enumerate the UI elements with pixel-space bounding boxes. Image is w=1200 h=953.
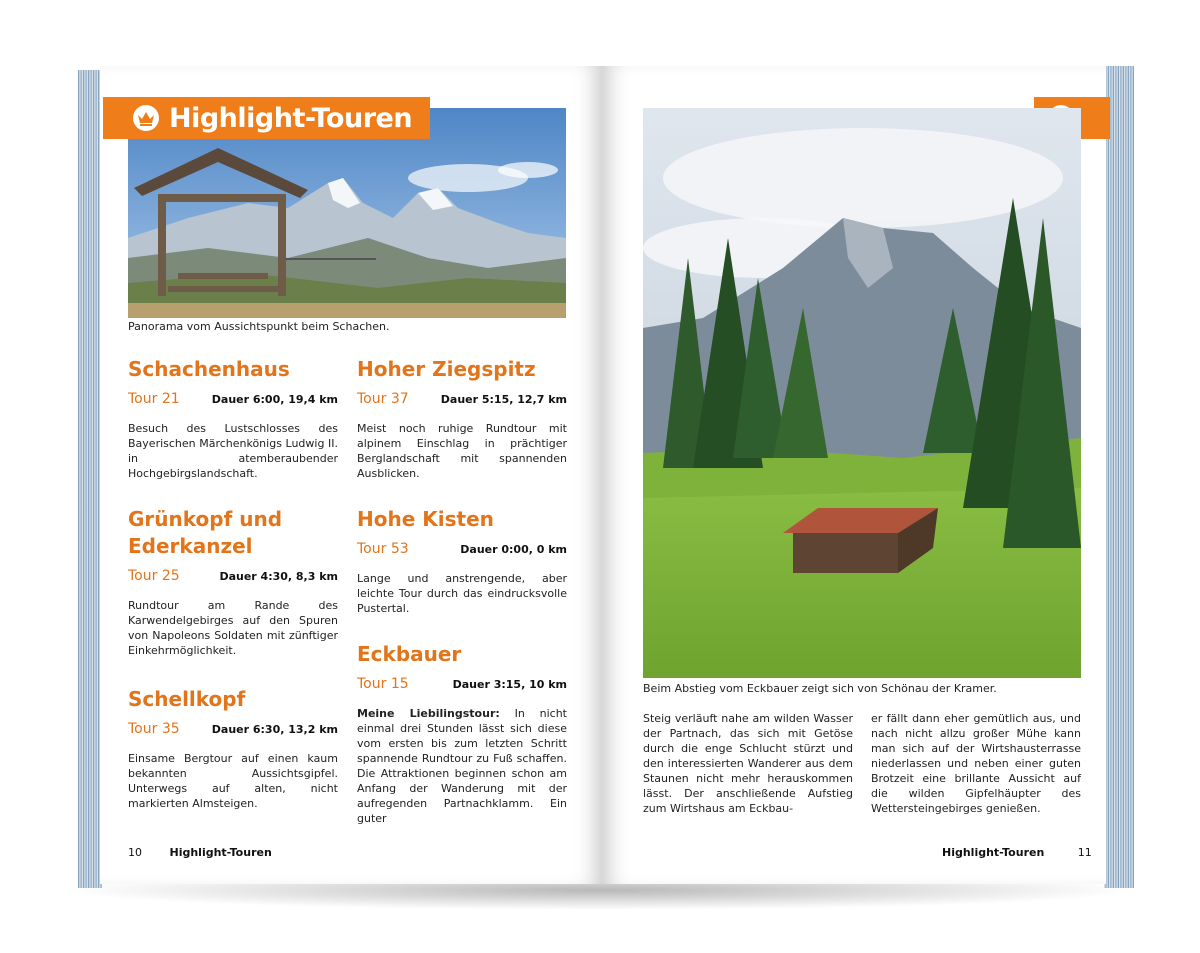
page-number: 10 [128, 846, 142, 859]
footer-left [128, 846, 272, 859]
tour-column-2 [357, 356, 567, 826]
tour-entry [357, 641, 567, 826]
section-header [103, 97, 430, 139]
photo-panorama-schachen [128, 108, 566, 318]
tour-duration: Dauer 5:15, 12,7 km [440, 393, 567, 406]
tour-column-1 [128, 356, 338, 826]
tour-description-text: In nicht einmal drei Stunden lässt sich diese vom ersten bis zum letzten Schritt spannende Rundtour zu Fuß schaffen. Die Attraktionen beginnen schon am Anfang der Wanderung mit der aufregenden Partnachklamm. Ein guter [357, 707, 567, 825]
tour-title: Schellkopf [128, 687, 246, 711]
tour-entry [357, 356, 567, 481]
tour-duration: Dauer 4:30, 8,3 km [219, 570, 338, 583]
tour-description: Besuch des Lustschlosses des Bayerischen Märchenkönigs Ludwig II. in atemberaubender Hochgebirgslandschaft. [128, 422, 338, 480]
running-title: Highlight-Touren [942, 846, 1045, 859]
tour-description: Lange und anstrengende, aber leichte Tour durch das eindrucksvolle Pustertal. [357, 572, 567, 615]
tour-number: Tour 21 [128, 391, 180, 407]
tour-description-lead: Meine Liebilingstour: [357, 707, 500, 720]
tour-entry [128, 506, 338, 658]
page-number: 11 [1077, 846, 1092, 859]
crown-icon [133, 105, 159, 131]
tour-description: Rundtour am Rande des Karwendelgebirges auf den Spuren von Napoleons Soldaten mit zünftiger Einkehrmöglichkeit. [128, 599, 338, 657]
tour-description [357, 706, 567, 826]
page-stack-left [78, 70, 102, 888]
tour-description: Einsame Bergtour auf einen kaum bekannten Aussichtsgipfel. Unterwegs auf alten, nicht markierten Almsteigen. [128, 752, 338, 810]
tour-title: Eckbauer [357, 642, 462, 666]
tour-duration: Dauer 6:30, 13,2 km [211, 723, 338, 736]
tour-title: Schachenhaus [128, 357, 290, 381]
section-title: Highlight-Touren [169, 102, 413, 134]
page-stack-right [1104, 66, 1134, 888]
body-text-col2: er fällt dann eher gemütlich aus, und nach nicht allzu großer Mühe kann man sich auf der Wirtshausterrasse niederlassen und neben einer guten Brotzeit eine brillante Aussicht auf die wilden Gipfelhäupter des Wettersteingebirges genießen. [871, 712, 1081, 815]
tour-entry [128, 356, 338, 481]
photo-caption-right: Beim Abstieg vom Eckbauer zeigt sich von Schönau der Kramer. [643, 682, 997, 695]
footer-right [942, 846, 1092, 859]
tour-number: Tour 35 [128, 721, 180, 737]
tour-title: Hohe Kisten [357, 507, 494, 531]
tour-number: Tour 25 [128, 568, 180, 584]
tour-number: Tour 53 [357, 541, 409, 557]
tour-duration: Dauer 6:00, 19,4 km [211, 393, 338, 406]
tour-entry [128, 686, 338, 811]
tour-duration: Dauer 3:15, 10 km [452, 678, 567, 691]
tour-duration: Dauer 0:00, 0 km [460, 543, 567, 556]
photo-caption-left: Panorama vom Aussichtspunkt beim Schachen. [128, 320, 390, 333]
tour-title: Hoher Ziegspitz [357, 357, 536, 381]
tour-title: Grünkopf und Ederkanzel [128, 507, 283, 558]
photo-eckbauer-kramer [643, 108, 1081, 678]
tour-entry [357, 506, 567, 616]
tour-number: Tour 37 [357, 391, 409, 407]
tour-description: Meist noch ruhige Rundtour mit alpinem Einschlag in prächtiger Berglandschaft mit spannenden Ausblicken. [357, 422, 567, 480]
body-text-col1: Steig verläuft nahe am wilden Wasser der Partnach, das sich mit Getöse durch die enge Schlucht stürzt und den interessierten Wanderer aus dem Staunen nicht mehr herauskommen lässt. Der anschließende Aufstieg zum Wirtshaus am Eckbau- [643, 712, 853, 815]
tour-number: Tour 15 [357, 676, 409, 692]
running-title: Highlight-Touren [169, 846, 272, 859]
